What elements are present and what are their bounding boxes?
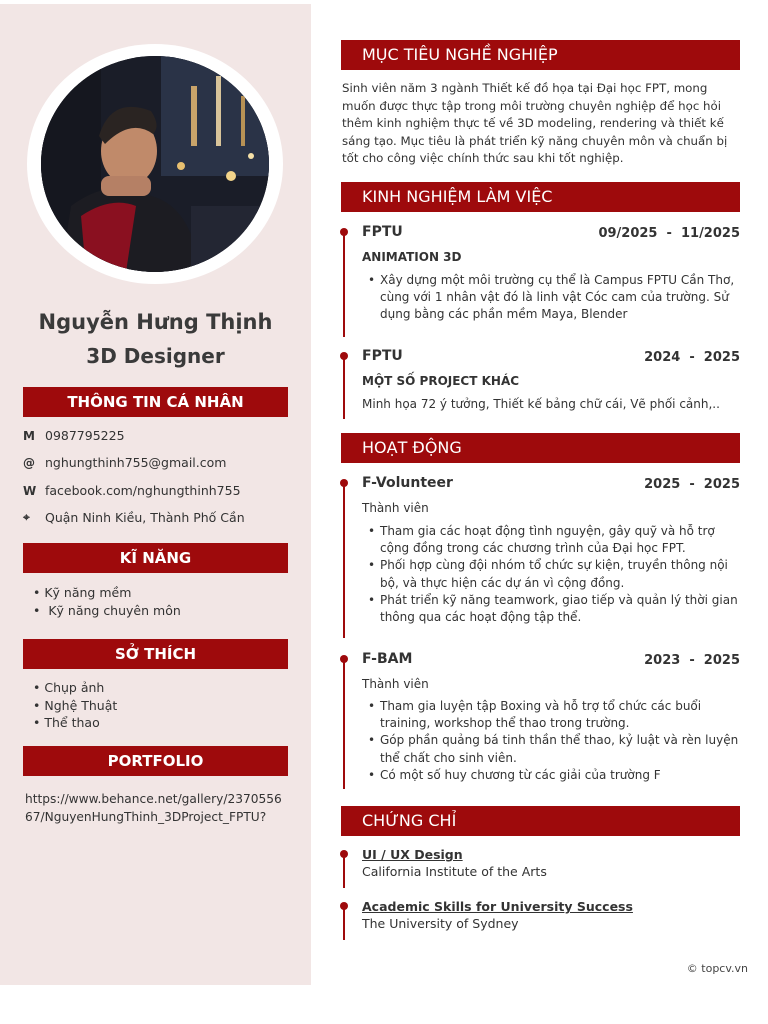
certificate-org: The University of Sydney xyxy=(362,916,519,931)
section-heading-personal-info: THÔNG TIN CÁ NHÂN xyxy=(23,387,288,417)
website-value: facebook.com/nghungthinh755 xyxy=(45,483,241,498)
activity-date: 2025 - 2025 xyxy=(644,477,740,492)
activity-bullets xyxy=(368,698,742,784)
section-heading-objective: MỤC TIÊU NGHỀ NGHIỆP xyxy=(341,40,740,70)
objective-text: Sinh viên năm 3 ngành Thiết kế đồ họa tại Đại học FPT, mong muốn được thực tập trong môi trường chuyên nghiệp để học hỏi thêm kinh nghiệm thực tế về 3D modeling, rendering và thiết kế sáng tạo. Mục tiêu là phát triển kỹ năng chuyên môn và chuẩn bị tốt cho công việc chính thức sau khi tốt nghiệp. xyxy=(342,81,728,165)
contact-location xyxy=(23,510,293,525)
timeline-dot xyxy=(340,902,348,910)
list-item: • Xây dựng một môi trường cụ thể là Campus FPTU Cần Thơ, cùng với 1 nhân vật đó là linh vật Cóc cam của trường. Sử dụng bằng các phần mềm Maya, Blender xyxy=(368,272,742,324)
activity-date: 2023 - 2025 xyxy=(644,653,740,668)
experience-date: 2024 - 2025 xyxy=(644,350,740,365)
location-value: Quận Ninh Kiều, Thành Phố Cần xyxy=(45,510,245,525)
profile-photo-icon xyxy=(41,56,269,272)
full-name: Nguyễn Hưng Thịnh xyxy=(38,310,273,334)
timeline-line xyxy=(343,659,345,789)
experience-text: Minh họa 72 ý tưởng, Thiết kế bảng chữ cái, Vẽ phối cảnh,.. xyxy=(362,397,720,411)
list-item: • Có một số huy chương từ các giải của trường F xyxy=(368,767,742,784)
list-item: • Nghệ Thuật xyxy=(33,697,117,715)
hobbies-list xyxy=(33,679,117,732)
timeline-dot xyxy=(340,479,348,487)
activity-role: Thành viên xyxy=(362,501,429,515)
timeline-dot xyxy=(340,228,348,236)
avatar xyxy=(41,56,269,272)
footer-credit[interactable]: © topcv.vn xyxy=(686,962,748,975)
section-heading-hobbies: SỞ THÍCH xyxy=(23,639,288,669)
list-item: • Chụp ảnh xyxy=(33,679,117,697)
experience-date: 09/2025 - 11/2025 xyxy=(598,226,740,241)
section-heading-skills: KĨ NĂNG xyxy=(23,543,288,573)
list-item: • Kỹ năng chuyên môn xyxy=(33,602,181,620)
list-item: • Tham gia luyện tập Boxing và hỗ trợ tổ chức các buổi training, workshop thể thao trong trường. xyxy=(368,698,742,732)
experience-role: MỘT SỐ PROJECT KHÁC xyxy=(362,374,520,388)
section-heading-activities: HOẠT ĐỘNG xyxy=(341,433,740,463)
sidebar xyxy=(0,4,311,985)
experience-bullets xyxy=(368,272,742,324)
timeline-dot xyxy=(340,352,348,360)
location-icon: ⌖ xyxy=(23,510,30,524)
timeline-line xyxy=(343,854,345,888)
section-heading-experience: KINH NGHIỆM LÀM VIỆC xyxy=(341,182,740,212)
experience-org: FPTU xyxy=(362,224,403,240)
email-icon: @ xyxy=(23,455,35,470)
experience-role: ANIMATION 3D xyxy=(362,250,462,264)
skills-list xyxy=(33,584,181,619)
timeline-line xyxy=(343,906,345,940)
experience-org: FPTU xyxy=(362,348,403,364)
timeline-line xyxy=(343,232,345,337)
list-item: • Tham gia các hoạt động tình nguyện, gây quỹ và hỗ trợ cộng đồng trong các chương trình của Đại học FPT. xyxy=(368,523,742,557)
timeline-line xyxy=(343,356,345,419)
contact-email[interactable] xyxy=(23,455,293,470)
certificate-title[interactable]: Academic Skills for University Success xyxy=(362,899,633,914)
email-value: nghungthinh755@gmail.com xyxy=(45,455,227,470)
phone-icon: M xyxy=(23,428,35,443)
list-item: • Thể thao xyxy=(33,714,117,732)
activity-org: F-BAM xyxy=(362,651,413,667)
timeline-line xyxy=(343,483,345,638)
activity-role: Thành viên xyxy=(362,677,429,691)
timeline-dot xyxy=(340,655,348,663)
activity-org: F-Volunteer xyxy=(362,475,453,491)
list-item: • Kỹ năng mềm xyxy=(33,584,181,602)
certificate-org: California Institute of the Arts xyxy=(362,864,547,879)
section-heading-portfolio: PORTFOLIO xyxy=(23,746,288,776)
section-heading-certificates: CHỨNG CHỈ xyxy=(341,806,740,836)
certificate-title[interactable]: UI / UX Design xyxy=(362,847,463,862)
job-title: 3D Designer xyxy=(86,344,225,368)
avatar-frame xyxy=(27,44,283,284)
list-item: • Phối hợp cùng đội nhóm tổ chức sự kiện, truyền thông nội bộ, và thực hiện các dự án vì cộng đồng. xyxy=(368,557,742,591)
activity-bullets xyxy=(368,523,742,626)
list-item: • Góp phần quảng bá tinh thần thể thao, kỷ luật và rèn luyện thể chất cho sinh viên. xyxy=(368,732,742,766)
contact-website[interactable] xyxy=(23,483,293,498)
timeline-dot xyxy=(340,850,348,858)
website-icon: W xyxy=(23,483,37,498)
contact-phone[interactable] xyxy=(23,428,293,443)
list-item: • Phát triển kỹ năng teamwork, giao tiếp và quản lý thời gian thông qua các hoạt động tập thể. xyxy=(368,592,742,626)
portfolio-link[interactable]: https://www.behance.net/gallery/237055667/NguyenHungThinh_3DProject_FPTU? xyxy=(25,792,282,824)
phone-value: 0987795225 xyxy=(45,428,125,443)
